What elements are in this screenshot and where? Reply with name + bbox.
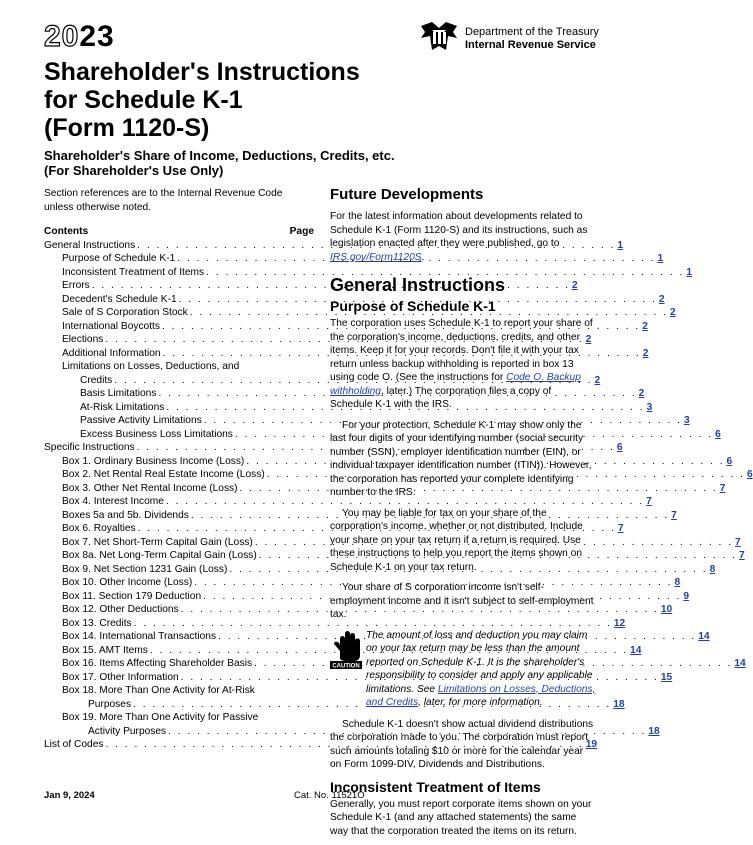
toc-entry[interactable] [44,671,673,685]
inconsistent-treatment-heading: Inconsistent Treatment of Items [330,778,541,795]
toc-page-link[interactable]: 18 [613,698,625,710]
toc-page-link[interactable]: 8 [674,577,681,588]
toc-entry-label: Box 8a. Net Long-Term Capital Gain (Loss) [62,550,257,561]
toc-entry-label: At-Risk Limitations [80,401,165,413]
toc-entry[interactable] [44,590,690,604]
toc-page-link[interactable]: 2 [571,280,578,291]
toc-entry-label: Purposes [88,698,132,710]
caution-box [330,629,596,710]
toc-page-link[interactable]: 6 [746,469,753,480]
toc-page-link[interactable]: 9 [683,590,690,602]
toc-page-link[interactable]: 14 [698,631,710,642]
toc-entry-label: Purpose of Schedule K-1 [62,253,176,264]
toc-page-link[interactable]: 2 [594,374,601,386]
toc-entry-label: Box 14. International Transactions [62,631,217,642]
toc-entry[interactable] [44,522,624,536]
toc-page-link[interactable]: 8 [709,563,716,575]
toc-page-link[interactable]: 7 [739,550,745,561]
toc-page-link[interactable]: 12 [613,617,626,629]
toc-page-link[interactable]: 1 [686,266,693,278]
toc-page-link[interactable]: 10 [660,604,673,615]
purpose-paragraph-5: Schedule K-1 doesn't show actual dividend distributions the corporation made to you. The corporation must report such amounts totaling $10 or more for the calendar year on Form 1099-DIV, Dividends and Distributions. [330,718,594,770]
toc-page-link[interactable]: 18 [648,725,660,737]
toc-entry[interactable] [44,563,716,577]
toc-entry[interactable] [44,482,726,496]
toc-entry-label: Box 17. Other Information [62,671,179,683]
toc-entry-label: Excess Business Loss Limitations [80,428,233,440]
right-column [330,186,596,845]
toc-entry-label: Box 4. Interest Income [62,496,164,507]
toc-entry-label: Box 13. Credits [62,617,132,629]
toc-page-link[interactable]: 1 [657,253,664,264]
future-developments-heading: Future Developments [330,186,484,203]
toc-entry-label: International Boycotts [62,320,160,332]
toc-entry[interactable] [44,509,677,523]
toc-entry[interactable] [44,468,753,482]
toc-entry-label: Boxes 5a and 5b. Dividends [62,509,189,521]
caution-label: CAUTION [332,663,360,669]
agency-department: Department of the Treasury [465,26,599,38]
future-text-b: . [421,251,425,263]
caution-hand-icon [330,629,362,669]
footer-cat-no: Cat. No. 11521O [294,790,365,801]
toc-entry[interactable] [44,333,592,347]
toc-entry-label: List of Codes [44,739,104,750]
toc-page-link[interactable]: 6 [616,442,623,453]
purpose-p1-a: The corporation uses Schedule K-1 to report your share of the corporation's income, deductions, credits, and other items. Keep it for your records. Don't file it with your tax return unless backup withholding is reported in box 13 using code O. (See the instructions for [330,318,593,383]
contents-header [44,225,314,239]
toc-entry-label: Passive Activity Limitations [80,415,202,426]
purpose-heading: Purpose of Schedule K-1 [330,298,496,314]
tax-year [44,20,115,54]
toc-page-link[interactable]: 7 [617,523,624,534]
toc-entry-label: Additional Information [62,347,161,359]
toc-page-link[interactable]: 7 [646,496,652,507]
subtitle-line-2: (For Shareholder's Use Only) [44,163,224,178]
agency-irs: Internal Revenue Service [465,39,596,51]
toc-page-link[interactable]: 2 [658,293,665,305]
toc-entry[interactable] [44,617,626,631]
footer-date: Jan 9, 2024 [44,790,95,801]
toc-entry[interactable] [44,320,648,334]
backup-withholding-link[interactable]: Code O. Backup withholding [330,372,581,397]
toc-page-link[interactable]: 2 [638,388,645,399]
toc-entry[interactable] [44,347,649,361]
tax-year-outline: 20 [44,20,80,53]
toc-entry-label: Box 12. Other Deductions [62,604,179,615]
toc-entry[interactable] [44,266,693,280]
toc-page-link[interactable]: 7 [719,482,726,494]
toc-entry[interactable] [44,644,642,658]
toc-entry-label: Decedent's Schedule K-1 [62,293,177,305]
toc-page-link[interactable]: 14 [630,644,642,656]
toc-page-link[interactable]: 15 [660,671,673,683]
purpose-paragraph-3: You may be liable for tax on your share of the corporation's income, whether or not distributed. Include your share on your tax return if a return is required. Use these instructions to help you report the items shown on Schedule K-1 on your tax return. [330,507,583,573]
page-column-label: Page [289,226,314,237]
future-developments-text [330,210,596,264]
toc-entry[interactable] [44,495,652,509]
toc-page-link[interactable]: 1 [617,239,624,251]
caution-text-a: The amount of loss and deduction you may claim on your tax return may be less than the amount reported on Schedule K-1. It is the shareholder's responsibility to consider and apply any applicable limitations. See [366,629,593,695]
toc-entry-label: Errors [62,280,90,291]
irs-eagle-logo-icon [418,20,460,54]
limitations-link[interactable]: Limitations on Losses, Deductions, and Credits [366,683,596,708]
toc-entry-label: Box 2. Net Rental Real Estate Income (Loss) [62,469,265,480]
toc-entry-label: Inconsistent Treatment of Items [62,266,205,278]
purpose-paragraph-1 [330,317,596,412]
toc-page-link[interactable]: 3 [683,415,690,426]
toc-entry[interactable] [44,401,653,415]
toc-entry [44,711,314,725]
toc-page-link[interactable]: 7 [671,509,677,521]
tax-year-solid: 23 [79,20,115,53]
toc-entry-label: Specific Instructions [44,442,135,453]
subtitle-line-1: Shareholder's Share of Income, Deductions, Credits, etc. [44,148,395,163]
section-reference-note: Section references are to the Internal Revenue Code unless otherwise noted. [44,188,283,213]
toc-entry[interactable] [44,549,745,563]
toc-entry[interactable] [44,576,681,590]
toc-page-link[interactable]: 2 [642,320,648,332]
title-line-1: Shareholder's Instructions [44,58,360,86]
toc-entry-label: Box 9. Net Section 1231 Gain (Loss) [62,563,228,575]
toc-entry-label: Box 18. More Than One Activity for At-Risk [62,685,255,696]
toc-entry-label: Box 16. Items Affecting Shareholder Basis [62,658,253,669]
purpose-p1-b: , later.) The corporation files a copy of Schedule K-1 with the IRS. [330,385,552,410]
toc-entry[interactable] [44,603,673,617]
toc-entry[interactable] [44,414,690,428]
toc-entry[interactable] [44,428,721,442]
toc-entry-label: Box 10. Other Income (Loss) [62,577,193,588]
toc-entry-label: Basis Limitations [80,388,157,399]
form1120s-link[interactable]: IRS.gov/Form1120S [330,251,422,263]
toc-entry [44,360,314,374]
toc-entry-label: Box 6. Royalties [62,523,136,534]
page-title [44,58,464,142]
toc-entry[interactable] [44,536,741,550]
title-line-3: (Form 1120-S) [44,114,210,142]
toc-entry-label: Elections [62,334,104,345]
toc-entry[interactable] [44,738,598,752]
toc-entry[interactable] [44,630,710,644]
toc-page-link[interactable]: 19 [585,739,598,750]
toc-entry-label: Credits [80,374,113,386]
toc-entry-label: Box 7. Net Short-Term Capital Gain (Loss) [62,536,253,548]
contents-label: Contents [44,226,89,237]
toc-page-link[interactable]: 2 [642,347,649,359]
toc-page-link[interactable]: 7 [735,536,741,548]
general-instructions-heading: General Instructions [330,275,506,295]
toc-page-link[interactable]: 2 [585,334,592,345]
toc-entry-label: Limitations on Losses, Deductions, and [62,361,240,372]
toc-entry-label: Box 1. Ordinary Business Income (Loss) [62,455,245,467]
caution-text [366,629,596,710]
toc-entry[interactable] [44,455,733,469]
toc-entry-label: Sale of S Corporation Stock [62,307,188,318]
toc-entry-label: General Instructions [44,239,136,251]
toc-entry[interactable] [44,441,623,455]
toc-entry[interactable] [44,725,660,739]
toc-entry-label: Box 15. AMT Items [62,644,148,656]
toc-entry-label: Activity Purposes [88,725,167,737]
toc-entry-label: Box 11. Section 179 Deduction [62,590,202,602]
toc-entry-label: Box 19. More Than One Activity for Passive [62,712,259,723]
caution-text-b: , later, for more information. [418,697,543,708]
toc-entry-label: Box 3. Other Net Rental Income (Loss) [62,482,238,494]
title-line-2: for Schedule K-1 [44,86,243,114]
purpose-paragraph-2: For your protection, Schedule K-1 may show only the last four digits of your identifying number (social security number (SSN), employer identification number (EIN), or individual taxpayer identification number (ITIN)). However, the corporation has reported your complete identifying number to the IRS. [330,419,592,498]
toc-entry [44,684,314,698]
toc-page-link[interactable]: 6 [715,428,721,440]
toc-page-link[interactable]: 6 [726,455,733,467]
agency-block [465,26,599,52]
purpose-paragraph-4: Your share of S corporation income isn't self-employment income and it isn't subject to self-employment tax. [330,582,594,620]
toc-page-link[interactable]: 14 [734,658,746,669]
future-text-a: For the latest information about developments related to Schedule K-1 (Form 1120-S) and its instructions, such as legislation enacted after they were published, go to [330,211,588,249]
toc-entry[interactable] [44,239,624,253]
toc-page-link[interactable]: 2 [669,307,676,318]
inconsistent-paragraph-1: Generally, you must report corporate items shown on your Schedule K-1 (and any attached statements) the same way that the corporation treated the items on its return. [330,798,592,837]
page-subtitle [44,148,564,178]
toc-page-link[interactable]: 3 [646,401,653,413]
